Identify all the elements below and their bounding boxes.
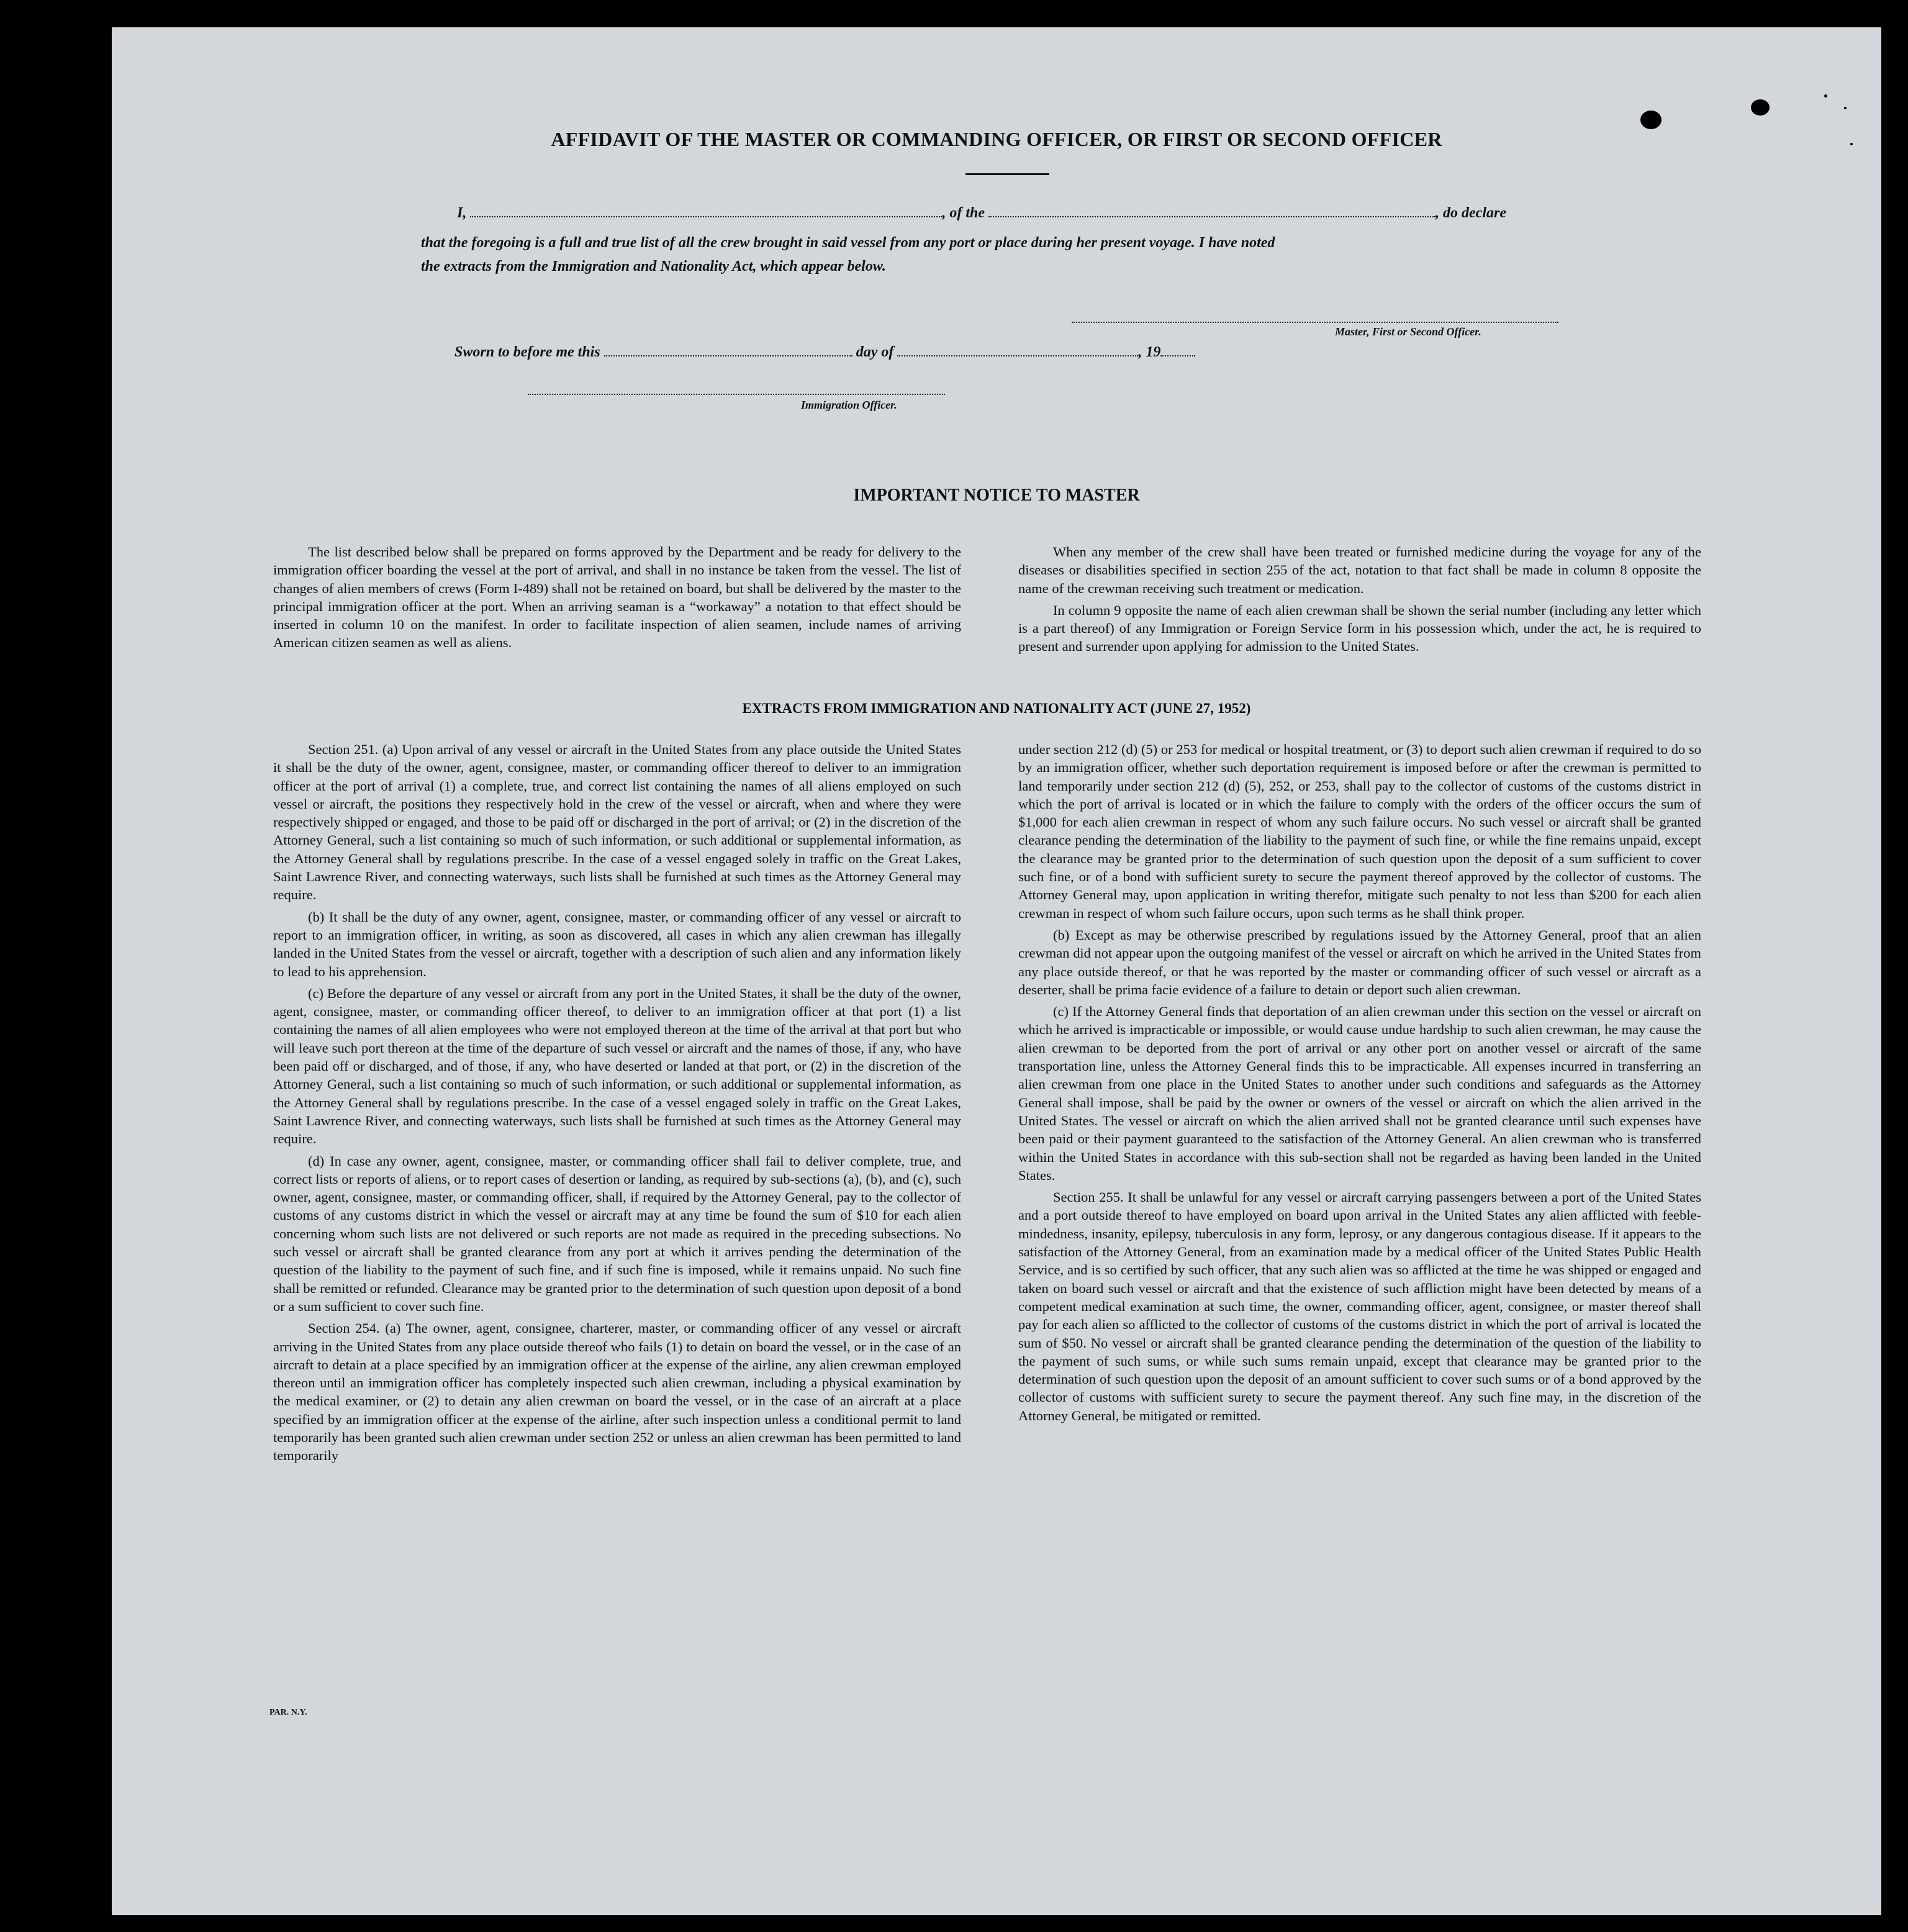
do-declare-label: , do declare [1436,205,1506,221]
ink-speck [1751,99,1770,116]
notice-paragraph: The list described below shall be prepared on forms approved by the Department and be ready for delivery to the immigration officer boarding the vessel at the port of arrival, and shall in no instance be taken from the vessel. The list of changes of alien members of crews (Form I-489) shall not be retained on board, but shall be delivered by the master to the principal immigration officer at the port. When an arriving seaman is a “workaway” a notation to that effect should be inserted in column 10 on the manifest. In order to facilitate inspection of alien seamen, include names of arriving American citizen seamen as well as aliens. [273,544,961,651]
notice-right-column [1018,543,1701,660]
notice-left-column [273,543,961,656]
extract-paragraph: (c) Before the departure of any vessel or aircraft from any port in the United States, it shall be the duty of the owner, agent, consignee, master, or commanding officer thereof, to deliver to an immigration officer at that port (1) a list containing the names of all alien employees who were not employed thereon at the time of the arrival at that port but who will leave such port thereon at the time of the departure of such vessel or aircraft and the names of those, if any, who have been paid off or discharged, and of those, if any, who have deserted or landed at that port, or (2) in the discretion of the Attorney General, such a list containing so much of such information, or such additional or supplemental information, as the Attorney General shall by regulations prescribe. In the case of a vessel engaged solely in traffic on the Great Lakes, Saint Lawrence River, and connecting waterways, such lists shall be furnished at such times as the Attorney General may require. [273,985,961,1147]
sworn-row [454,344,1195,361]
extract-paragraph: (d) In case any owner, agent, consignee, master, or commanding officer shall fail to deliver complete, true, and correct lists or reports of aliens, or to report cases of desertion or landing, as required by sub-sections (a), (b), and (c), such owner, agent, consignee, master, or commanding officer, shall, if required by the Attorney General, pay to the collector of customs of any customs district in which the vessel or aircraft may at any time be found the sum of $10 for each alien concerning whom such lists are not delivered or such reports are not made as required in the preceding subsections. No such vessel or aircraft shall be granted clearance from any port at which it arrives pending the determination of the question of the liability to the payment of such fine, and if such fine is imposed, while it remains unpaid. No such fine shall be remitted or refunded. Clearance may be granted prior to the determination of such question upon deposit of a bond or a sum sufficient to cover such fine. [273,1153,961,1314]
extract-paragraph: (b) It shall be the duty of any owner, agent, consignee, master, or commanding officer of any vessel or aircraft to report to an immigration officer, in writing, as soon as discovered, all cases in which any alien crewman has illegally landed in the United States from the vessel or aircraft, together with a description of such alien and any information likely to lead to his apprehension. [273,909,961,979]
extracts-title: EXTRACTS FROM IMMIGRATION AND NATIONALITY ACT (JUNE 27, 1952) [742,701,1251,716]
printer-mark: PAR. N.Y. [269,1708,307,1717]
sworn-label: Sworn to before me this [454,344,600,360]
of-the-label: , of the [942,205,985,221]
year-blank[interactable] [1160,355,1195,356]
ink-speck [1640,111,1662,129]
extract-paragraph: (b) Except as may be otherwise prescribed by regulations issued by the Attorney General, proof that an alien crewman did not appear upon the outgoing manifest of the vessel or aircraft on which he arrived in the United States from any place outside thereof, or that he was reported by the master or commanding officer of such vessel or aircraft as a deserter, shall be prima facie evidence of a failure to detain or deport such alien crewman. [1018,927,1701,997]
officer-signature-label: Immigration Officer. [801,399,897,411]
day-of-label: day of [856,344,894,360]
ink-speck [1824,94,1827,98]
ink-speck [1844,107,1847,109]
master-signature-label: Master, First or Second Officer. [1335,325,1481,338]
declaration-blank-row [457,205,1675,222]
form-page [112,27,1881,1915]
extract-paragraph: under section 212 (d) (5) or 253 for medical or hospital treatment, or (3) to deport such alien crewman if required to do so by an immigration officer, whether such deportation requirement is imposed before or after the crewman is permitted to land temporarily under section 212 (d) (5), 252, or 253, shall pay to the collector of customs of the customs district in which the port of arrival is located or in which the failure to comply with the orders of the officer occurs the sum of $1,000 for each alien crewman in respect of whom any such failure occurs. No such vessel or aircraft shall be granted clearance pending the determination of the liability to the payment of such fine, or while the fine remains unpaid, except the clearance may be granted prior to the determination of such question upon the deposit of a sum sufficient to cover such fine, or of a bond with sufficient surety to secure the payment thereof approved by the collector of customs. The Attorney General may, upon application in writing therefor, mitigate such penalty to not less than $200 for each alien crewman in respect of whom such failure occurs, upon such terms as he shall think proper. [1018,742,1701,921]
i-label: I, [457,205,467,221]
sworn-day-blank[interactable] [604,355,852,356]
extract-paragraph: Section 251. (a) Upon arrival of any vessel or aircraft in the United States from any place outside the United States it shall be the duty of the owner, agent, consignee, master, or commanding officer thereof to deliver to an immigration officer at the port of arrival (1) a complete, true, and correct list containing the names of all aliens employed on such vessel or aircraft, the positions they respectively hold in the crew of the vessel or aircraft, when and where they were respectively shipped or engaged, and those to be paid off or discharged in the port of arrival; or (2) in the discretion of the Attorney General, such a list containing so much of such information, or such additional or supplemental information, as the Attorney General shall by regulations prescribe. In the case of a vessel engaged solely in traffic on the Great Lakes, Saint Lawrence River, and connecting waterways, such lists shall be furnished at such times as the Attorney General may require. [273,742,961,903]
year-prefix: , 19 [1138,344,1161,360]
extract-paragraph: Section 254. (a) The owner, agent, consignee, charterer, master, or commanding officer of any vessel or aircraft arriving in the United States from any place outside thereof who fails (1) to detain on board the vessel, or in the case of an aircraft to detain at a place specified by an immigration officer at the expense of the airline, any alien crewman employed thereon until an immigration officer has completely inspected such alien crewman, including a physical examination by the medical examiner, or (2) to detain any alien crewman on board the vessel, or in the case of an aircraft at a place specified by an immigration officer at the expense of the airline, after such inspection unless a conditional permit to land temporarily has been granted such alien crewman under section 252 or unless an alien crewman has been permitted to land temporarily [273,1320,961,1464]
affidavit-title: AFFIDAVIT OF THE MASTER OR COMMANDING OFFICER, OR FIRST OR SECOND OFFICER [551,128,1442,150]
extracts-right-column [1018,740,1701,1428]
extract-paragraph: Section 255. It shall be unlawful for any vessel or aircraft carrying passengers between a port of the United States and a port outside thereof to have employed on board upon arrival in the United States any alien afflicted with feeble-mindedness, insanity, epilepsy, tuberculosis in any form, leprosy, or any dangerous contagious disease. If it appears to the satisfaction of the Attorney General, from an examination made by a medical officer of the United States Public Health Service, and is so certified by such officer, that any such alien was so afflicted at the time he was shipped or engaged and taken on board such vessel or aircraft and that the existence of such affliction might have been detected by means of a competent medical examination at such time, the owner, commanding officer, agent, consignee, or master thereof shall pay for each alien so afflicted to the collector of customs of the customs district in which the port of arrival is located the sum of $50. No vessel or aircraft shall be granted clearance pending the determination of the question of the liability to the payment of such sums, or while such sums remain unpaid, except that clearance may be granted prior to the determination of such question upon the deposit of an amount sufficient to cover such sums or of a bond approved by the collector of customs with sufficient surety to secure the payment thereof. Any such fine may, in the discretion of the Attorney General, be mitigated or remitted. [1018,1189,1701,1423]
notice-title: IMPORTANT NOTICE TO MASTER [853,486,1140,505]
notice-paragraph: When any member of the crew shall have been treated or furnished medicine during the voyage for any of the diseases or disabilities specified in section 255 of the act, notation to that fact shall be made in column 8 opposite the name of the crewman receiving such treatment or medication. [1018,544,1701,596]
name-blank[interactable] [470,216,942,217]
declaration-line2: the extracts from the Immigration and Nationality Act, which appear below. [421,258,886,274]
extracts-left-column [273,740,961,1469]
notice-paragraph: In column 9 opposite the name of each alien crewman shall be shown the serial number (including any letter which is a part thereof) of any Immigration or Foreign Service form in his possession which, under the act, he is required to present and surrender upon applying for admission to the United States. [1018,602,1701,655]
declaration-line1: that the foregoing is a full and true list of all the crew brought in said vessel from any port or place during her present voyage. I have noted [421,235,1275,251]
title-rule [965,173,1049,175]
vessel-blank[interactable] [988,216,1436,217]
extract-paragraph: (c) If the Attorney General finds that deportation of an alien crewman under this section on the vessel or aircraft on which he arrived is impracticable or impossible, or would cause undue hardship to such alien crewman, he may cause the alien crewman to be deported from the port of arrival or any other port on another vessel or aircraft of the same transportation line, unless the Attorney General finds this to be impracticable. All expenses incurred in transferring an alien crewman from one place in the United States to another under such conditions and safeguards as the Attorney General shall impose, shall be paid by the owner or owners of the vessel or aircraft on which the alien arrived in the United States. The vessel or aircraft on which the alien arrived shall not be granted clearance until such expenses have been paid or their payment guaranteed to the satisfaction of the Attorney General. An alien crewman who is transferred within the United States in accordance with this sub-section shall not be regarded as having been landed in the United States. [1018,1004,1701,1183]
officer-signature-line[interactable] [528,394,945,395]
sworn-month-blank[interactable] [897,355,1138,356]
master-signature-line[interactable] [1072,322,1558,323]
